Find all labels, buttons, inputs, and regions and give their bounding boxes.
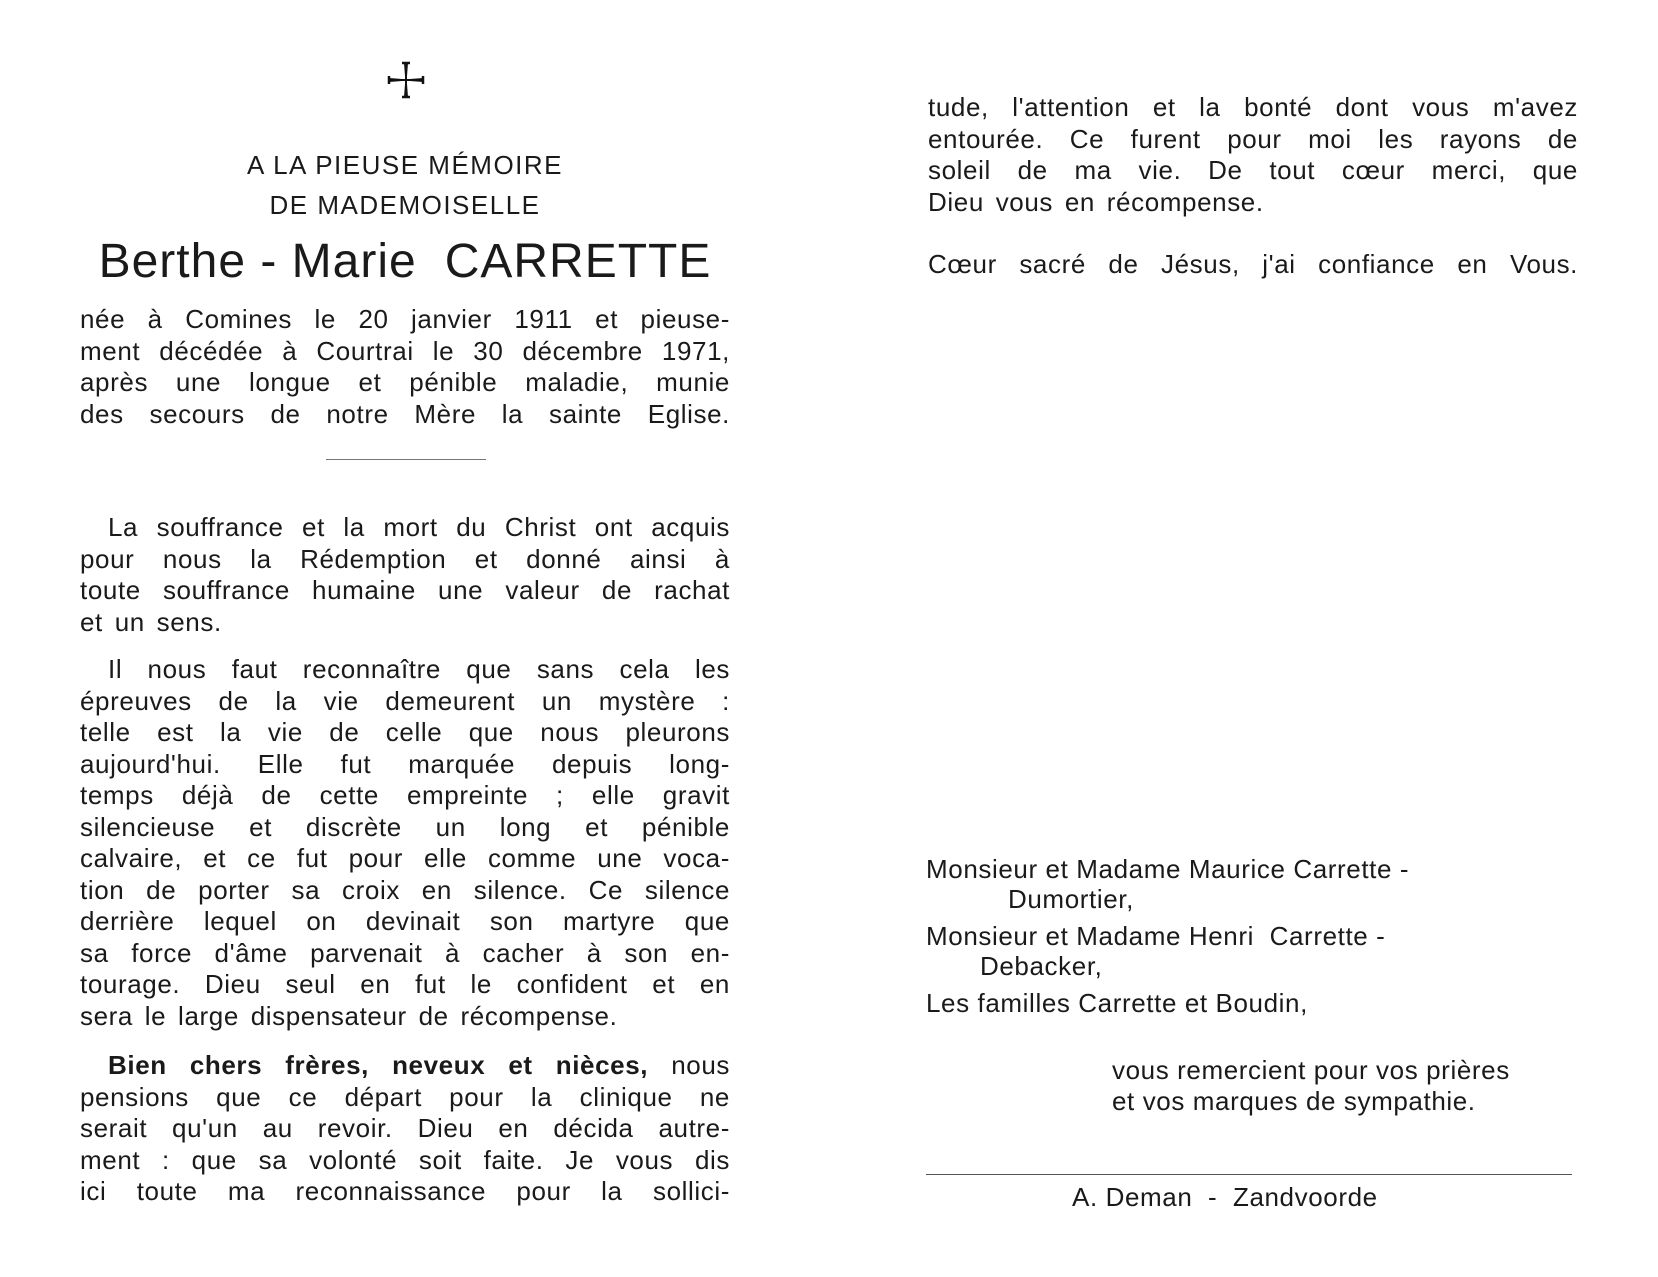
text-line: Il nous faut reconnaître que sans cela les — [108, 654, 730, 684]
text-line: née à Comines le 20 janvier 1911 et pieuse- — [80, 304, 730, 334]
deceased-surname: CARRETTE — [444, 235, 712, 288]
paragraph-gratitude — [928, 92, 1578, 218]
text-line: entourée. Ce furent pour moi les rayons de — [928, 123, 1578, 154]
text-line: La souffrance et la mort du Christ ont acquis — [108, 512, 730, 542]
text-line: des secours de notre Mère la sainte Eglise. — [80, 398, 730, 429]
text-line: derrière lequel on devinait son martyre que — [80, 906, 730, 936]
text-line: telle est la vie de celle que nous pleurons — [80, 717, 730, 747]
deceased-name — [80, 234, 730, 289]
text-line: épreuves de la vie demeurent un mystère : — [80, 685, 730, 716]
text-line: ment : que sa volonté soit faite. Je vous dis — [80, 1144, 730, 1175]
text-line: serait qu'un au revoir. Dieu en décida autre- — [80, 1113, 730, 1143]
family-others: Les familles Carrette et Boudin, — [926, 988, 1308, 1018]
paragraph-farewell — [80, 1050, 730, 1208]
family-maurice: Monsieur et Madame Maurice Carrette - — [926, 854, 1410, 884]
text-line: temps déjà de cette empreinte ; elle gravit — [80, 780, 730, 810]
memorial-subheading: DE MADEMOISELLE — [269, 190, 541, 220]
divider — [926, 1174, 1572, 1175]
text-line: silencieuse et discrète un long et pénible — [80, 811, 730, 842]
paragraph-life — [80, 654, 730, 1032]
text-line: Dieu vous en récompense. — [928, 186, 1264, 217]
intro-paragraph — [80, 304, 730, 430]
family-henri-surname: Debacker, — [980, 951, 1103, 981]
text-line: soleil de ma vie. De tout cœur merci, que — [928, 155, 1578, 185]
text-line: aujourd'hui. Elle fut marquée depuis long- — [80, 748, 730, 779]
printer-credit: A. Deman - Zandvoorde — [1072, 1182, 1378, 1212]
text-line: ment décédée à Courtrai le 30 décembre 1971, — [80, 335, 730, 366]
text-line: sa force d'âme parvenait à cacher à son en- — [80, 937, 730, 968]
text-line: ici toute ma reconnaissance pour la sollici- — [80, 1176, 730, 1206]
text-line: tude, l'attention et la bonté dont vous m'avez — [928, 92, 1578, 122]
family-henri: Monsieur et Madame Henri Carrette - — [926, 921, 1386, 951]
text-line: sera le large dispensateur de récompense. — [80, 1000, 618, 1031]
salutation: Bien chers frères, neveux et nièces, — [108, 1050, 649, 1080]
cross-pattee-icon — [386, 60, 426, 100]
text-line: tion de porter sa croix en silence. Ce silence — [80, 874, 730, 905]
thanks-line: vous remercient pour vos prières — [1112, 1055, 1510, 1085]
deceased-first-names: Berthe - Marie — [98, 235, 417, 288]
text-line: pour nous la Rédemption et donné ainsi à — [80, 543, 730, 574]
salutation-continuation: nous — [671, 1050, 730, 1080]
text-line — [80, 1050, 730, 1082]
text-line: toute souffrance humaine une valeur de rachat — [80, 575, 730, 605]
text-line: tourage. Dieu seul en fut le confident et en — [80, 969, 730, 999]
text-line: après une longue et pénible maladie, munie — [80, 367, 730, 397]
text-line: Cœur sacré de Jésus, j'ai confiance en Vous. — [928, 249, 1578, 279]
thanks-line: et vos marques de sympathie. — [1112, 1086, 1476, 1116]
paragraph-redemption — [80, 512, 730, 638]
memorial-heading: A LA PIEUSE MÉMOIRE — [246, 150, 564, 180]
text-line: pensions que ce départ pour la clinique ne — [80, 1081, 730, 1112]
divider — [326, 459, 486, 460]
prayer-line — [928, 249, 1578, 281]
family-maurice-surname: Dumortier, — [1008, 884, 1134, 914]
text-line: et un sens. — [80, 606, 222, 637]
text-line: calvaire, et ce fut pour elle comme une voca- — [80, 843, 730, 873]
